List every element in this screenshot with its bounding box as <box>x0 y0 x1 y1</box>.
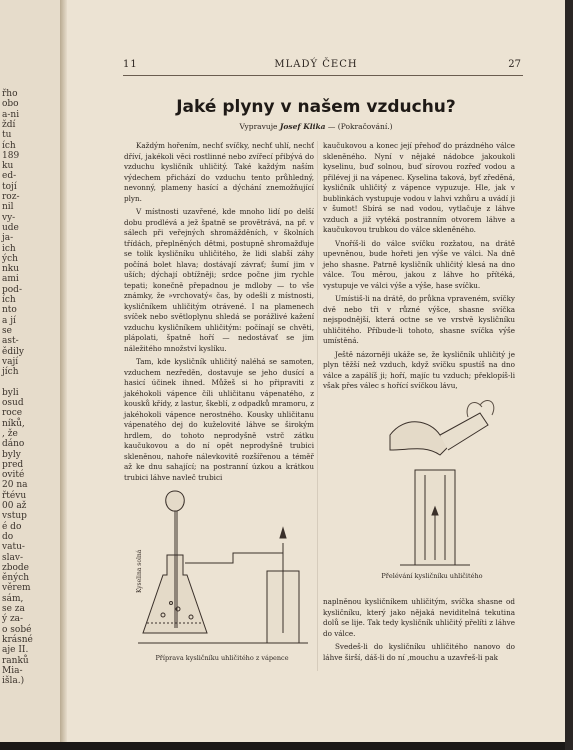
previous-page-fragment: ích <box>2 295 16 305</box>
article-title: Jaké plyny v našem vzduchu? <box>176 97 456 117</box>
previous-page-fragment: nto <box>2 305 17 316</box>
previous-page-fragment: , že <box>2 428 18 439</box>
figure-caption: Přelévání kysličníku uhličitého <box>381 572 483 580</box>
previous-page-fragment: osud <box>2 398 24 408</box>
paragraph: Každým hořením, nechť svíčky, nechť uhlí, nechť dříví, jakékoli věci rostlinné nebo zvířecí přibývá do vzduchu kysličník uhličitý. Také každým naším výdechem přichází do vzduchu tento průhledný, nevonný, plameny hasící a dýchání znemožňující plyn. <box>124 141 314 203</box>
previous-page-fragment: ku <box>2 161 14 172</box>
column-gutter <box>317 141 318 671</box>
previous-page-fragment: ý za- <box>2 614 24 625</box>
book-spine <box>60 0 67 750</box>
previous-page-fragment: 00 až <box>2 501 27 511</box>
running-header <box>67 57 565 73</box>
previous-page-edge <box>0 0 62 750</box>
previous-page-fragment: dáno <box>2 439 25 450</box>
previous-page-fragment: pod- <box>2 284 22 295</box>
previous-page-fragment: obo <box>2 99 19 110</box>
previous-page-fragment: ich <box>2 243 16 254</box>
scan-bottom-edge <box>0 742 565 750</box>
previous-page-fragment: roz- <box>2 192 20 202</box>
previous-page-fragment: roce <box>2 408 23 419</box>
previous-page-fragment: slav- <box>2 552 23 563</box>
previous-page-fragment: ami <box>2 274 19 285</box>
previous-page-fragment: vstup <box>2 511 27 522</box>
previous-page-fragment: vy- <box>2 212 16 223</box>
previous-page-fragment: pred <box>2 459 24 470</box>
previous-page-fragment: řtévu <box>2 490 27 501</box>
previous-page-fragment: ast- <box>2 336 19 347</box>
paragraph: V místnosti uzavřené, kde mnoho lidí po delší dobu prodlévá a jež špatně se provětrává, na př. v sálech při veřejných shromážděních, v školních třídách, přeplněných dětmi, postupně shromažďuje se tolik kysličníku uhličitého, že lidi slabší záhy počíná bolet hlava; dostávají závrať; šumí jim v uších; dýchají obtížněji; srdce počne jim rychle tepati; konečně přepadnou je mdloby — to vše známky, že »vrchovatý« čas, by odešli z místnosti, kysličníkem uhličitým otrávené. I na plamenech svíček nebo světloplynu shledá se porážlivé kažení vzduchu kysličníkem uhličitým: počínají se chvěti, plápolati, špatně hoří — nedostávať se jim náležitého množství kyslíku. <box>124 207 314 353</box>
previous-page-fragment: byli <box>2 387 19 398</box>
previous-page-fragment: aje II. <box>2 645 29 656</box>
previous-page-fragment: ých <box>2 253 18 264</box>
right-column-bottom <box>323 597 515 666</box>
previous-page-fragment: 20 na <box>2 480 28 491</box>
paragraph: Svedeš-li do kysličníku uhličitého nanovo do láhve širší, dáš-li do ní ,mouchu a uzavřeš-li pak <box>323 642 515 662</box>
previous-page-fragment: išla.) <box>2 676 25 687</box>
header-page-number: 27 <box>508 59 521 70</box>
paragraph: Tam, kde kysličník uhličitý naléhá se samoten, vzduchem nezředěn, dostavuje se jeho dusící a hasicí účinek ihned. Můžeš si ho připraviti z jakéhokoli vápence číli uhličitanu vápenatého, z kousků křídy, z lastur, škeblí, z odpadků mramoru, z jakéhokoli vápence nerostného. Kousky uhličitanu vápenatého dej do kuželovité láhve se širokým hrdlem, do tohoto neprodyšně vstrč zátku kaučukovou a do ní opět neprodyšně trubici skleněnou, nahoře nálevkovitě rozšířenou a téměř až ke dnu sahající; na postranní úzkou a krátkou trubici láhve navleč trubici <box>124 357 314 482</box>
pouring-illustration <box>370 395 515 570</box>
previous-page-fragment: do <box>2 531 14 542</box>
header-left-number: 11 <box>123 59 138 70</box>
previous-page-fragment: nil <box>2 202 14 213</box>
previous-page-fragment: ěných <box>2 573 30 584</box>
byline-author: Josef Klika <box>279 122 326 131</box>
previous-page-fragment: ranků <box>2 655 29 666</box>
paragraph: Vnoříš-li do válce svíčku rozžatou, na drátě upevněnou, bude hořeti jen výše ve válci. Na dně jeho shasne. Patrně kysličník uhličitý klesá na dno válce. Tou měrou, jakou z láhve ho přítéká, vystupuje ve válci výše a výše, hase svíčku. <box>323 238 515 290</box>
fig1-label: Kyselina solná <box>136 549 143 593</box>
previous-page-fragment: a jí <box>2 315 16 326</box>
previous-page-fragment: krásné <box>2 634 33 645</box>
previous-page-fragment: věrem <box>2 583 31 594</box>
previous-page-fragment: níků, <box>2 418 25 429</box>
previous-page-fragment: vatu- <box>2 542 25 553</box>
byline-suffix: — (Pokračování.) <box>327 122 393 131</box>
paragraph: Umístiš-li na drátě, do průkna vpraveném, svíčky dvě nebo tři v různé výšce, shasne svíčka nejspodnější, která octne se ve vrstvě kysličníku uhličitého. Příbude-li tohoto, shasne svíčka výše umístěná. <box>323 294 515 345</box>
header-rule <box>123 75 523 76</box>
byline-prefix: Vypravuje <box>239 122 278 131</box>
article-byline <box>67 122 565 131</box>
right-column-top <box>323 141 515 395</box>
previous-page-fragment: é do <box>2 521 22 532</box>
previous-page-fragment: se <box>2 325 12 336</box>
previous-page-fragment: se za <box>2 604 25 614</box>
previous-page-fragment: řho <box>2 89 18 99</box>
previous-page-fragment: ja- <box>2 233 14 244</box>
previous-page-fragment: 189 <box>2 150 20 161</box>
previous-page-fragment: Mia- <box>2 665 23 676</box>
previous-page-fragment: sám, <box>2 593 24 604</box>
previous-page-fragment: nku <box>2 264 20 275</box>
paragraph: Ještě názorněji ukáže se, že kysličník uhličitý je plyn těžší než vzduch, když svíčku spustíš na dno válce a zapálíš ji; hoří, majíc tu vzduch; překlopíš-li však přes válec s hořící svíčkou lávu, <box>323 349 515 390</box>
previous-page-fragment: zbode <box>2 562 30 573</box>
previous-page-fragment: tojí <box>2 181 17 192</box>
previous-page-fragment: ích <box>2 140 16 151</box>
page-27 <box>67 0 565 750</box>
previous-page-fragment: a-ni <box>2 109 20 120</box>
previous-page-fragment: byly <box>2 449 21 460</box>
previous-page-fragment: ědily <box>2 346 24 357</box>
previous-page-fragment: ed- <box>2 171 17 182</box>
previous-page-fragment: jích <box>2 367 19 378</box>
previous-page-fragment: ovité <box>2 470 25 481</box>
previous-page-fragment: tu <box>2 130 12 141</box>
figure-caption: Příprava kysličníku uhličitého z vápence <box>155 654 289 662</box>
previous-page-fragment: vají <box>2 356 19 367</box>
paragraph: naplněnou kysličníkem uhličitým, svíčka shasne od kysličníku, který jako nějaká neviditelná tekutina dolů se lije. Tak tedy kysličník uhličitý přelíti z láhve do válce. <box>323 597 515 638</box>
previous-page-fragment: ždí <box>2 119 16 130</box>
apparatus-illustration <box>133 483 313 653</box>
header-journal-title: MLADÝ ČECH <box>274 59 358 70</box>
previous-page-fragment: ude <box>2 222 19 233</box>
left-column <box>124 141 314 486</box>
previous-page-fragment: o sobé <box>2 624 32 635</box>
paragraph: kaučukovou a konec její přehoď do prázdného válce skleněného. Nyní v nějaké nádobce jakoukoli kyselinu, buď solnou, buď sírovou rozřeď vodou a přilévej ji na vápenec. Kyselina taková, byť zředěná, kysličník uhličitý z vápence vypuzuje. Hle, jak v bublinkách vystupuje vodou v lahvi vzhůru a uvádí ji v šumot! Sbírá se nad vodou, vytlačuje z láhve vzduch a již vytéká postranním otvorem láhve a kaučukovou trubkou do válce skleněného. <box>323 141 515 234</box>
